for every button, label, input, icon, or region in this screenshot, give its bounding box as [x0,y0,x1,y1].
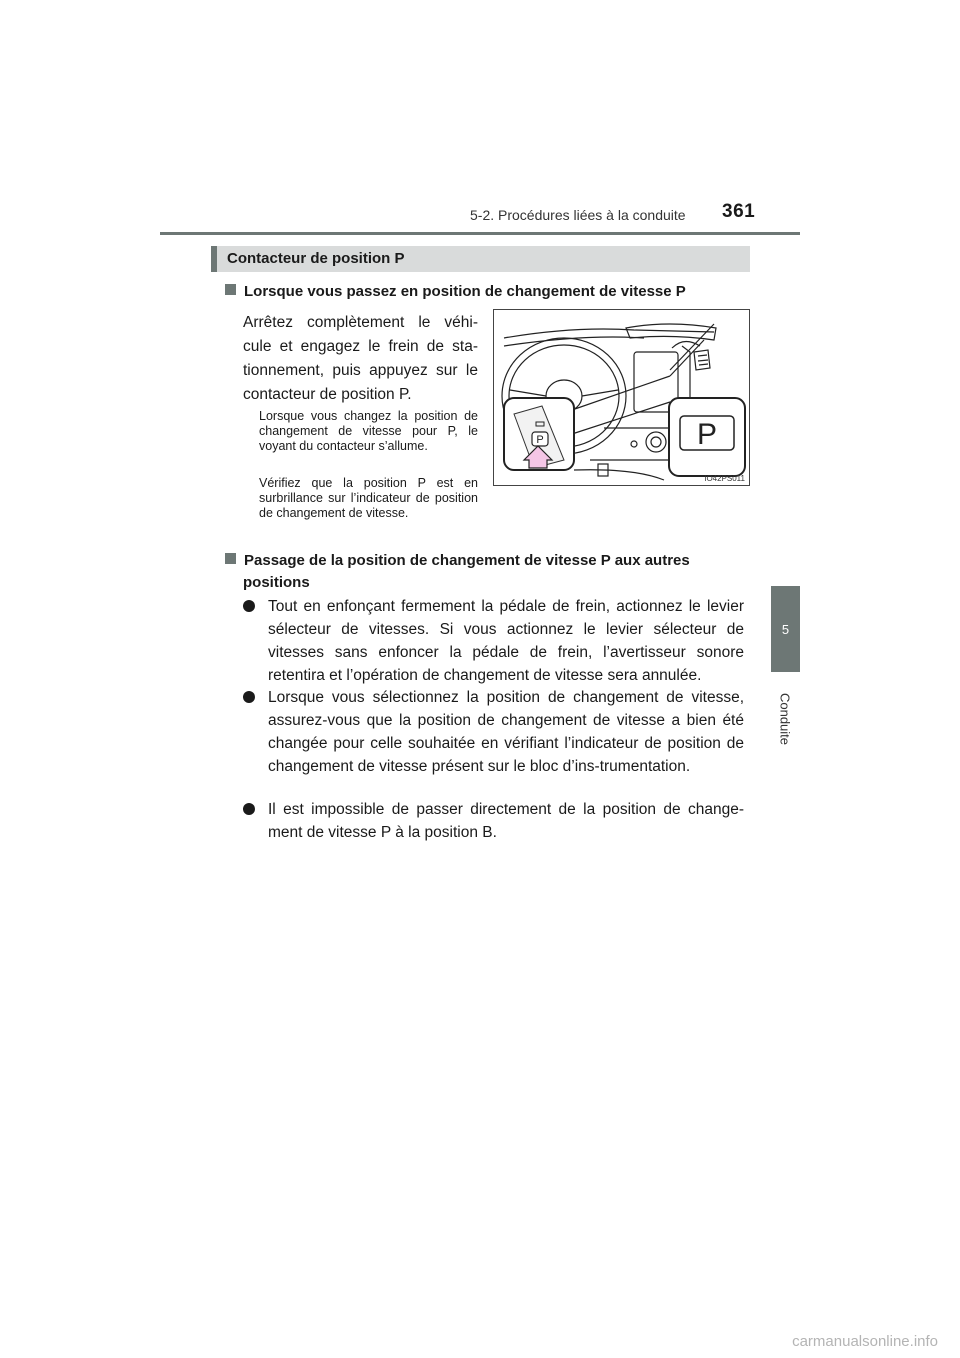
section-title: Contacteur de position P [227,250,405,267]
note-verify-position: Vérifiez que la position P est en surbrillance sur l’indicateur de position de changement de vitesse. [259,476,478,520]
subheading-leave-park-line1: Passage de la position de changement de vitesse P aux autres [244,552,690,569]
bullet-item [243,686,744,778]
instruction-line: tionnement, puis appuyez sur le [243,362,478,379]
watermark: carmanualsonline.info [792,1333,938,1350]
bullet-item [243,798,744,844]
instruction-line: contacteur de position P. [243,386,412,403]
dashboard-illustration [493,309,750,486]
chapter-number: 5 [781,622,790,637]
bullet-text: Lorsque vous sélectionnez la position de changement de vitesse, assurez-vous que la position de changement de vitesse a bien été changée pour celle souhaitée en vérifiant l’indicateur de position de changement de vitesse présent sur le bloc d’ins-trumentation. [268,689,744,775]
subheading-park-text: Lorsque vous passez en position de changement de vitesse P [244,283,686,300]
instruction-line: Arrêtez complètement le véhi- [243,314,478,331]
bullet-item [243,595,744,687]
p-callout [669,398,745,476]
square-bullet-icon [225,553,236,564]
bullet-dot-icon [243,600,255,612]
header-rule [160,232,800,235]
dashboard-drawing [494,310,750,486]
square-bullet-icon [225,284,236,295]
bullet-dot-icon [243,803,255,815]
subheading-leave-park-line2: positions [243,574,310,591]
figure-code: IO42PS011 [704,474,745,483]
note-indicator-light: Lorsque vous changez la position de changement de vitesse pour P, le voyant du contacteur s’allume. [259,409,478,453]
p-switch-inset [504,398,574,470]
subheading-park [225,281,755,303]
bullet-dot-icon [243,691,255,703]
park-instructions [243,311,478,407]
running-header: 5-2. Procédures liées à la conduite [470,207,686,223]
subheading-leave-park [225,550,750,594]
instruction-line: cule et engagez le frein de sta- [243,338,478,355]
bullet-text: Tout en enfonçant fermement la pédale de frein, actionnez le levier sélecteur de vitesses. Si vous actionnez le levier sélecteur de vitesses sans enfoncer la pédale de frein, l’avertisseur sonore retentira et l’opération de changement de vitesse sera annulée. [268,598,744,684]
chapter-label-text: Conduite [777,692,793,746]
section-title-bar [211,246,750,272]
p-button-letter: P [536,434,544,446]
chapter-label [770,684,800,754]
page-number: 361 [722,201,756,222]
bullet-text: Il est impossible de passer directement de la position de change-ment de vitesse P à la position B. [268,801,744,841]
p-callout-letter: P [696,418,718,451]
